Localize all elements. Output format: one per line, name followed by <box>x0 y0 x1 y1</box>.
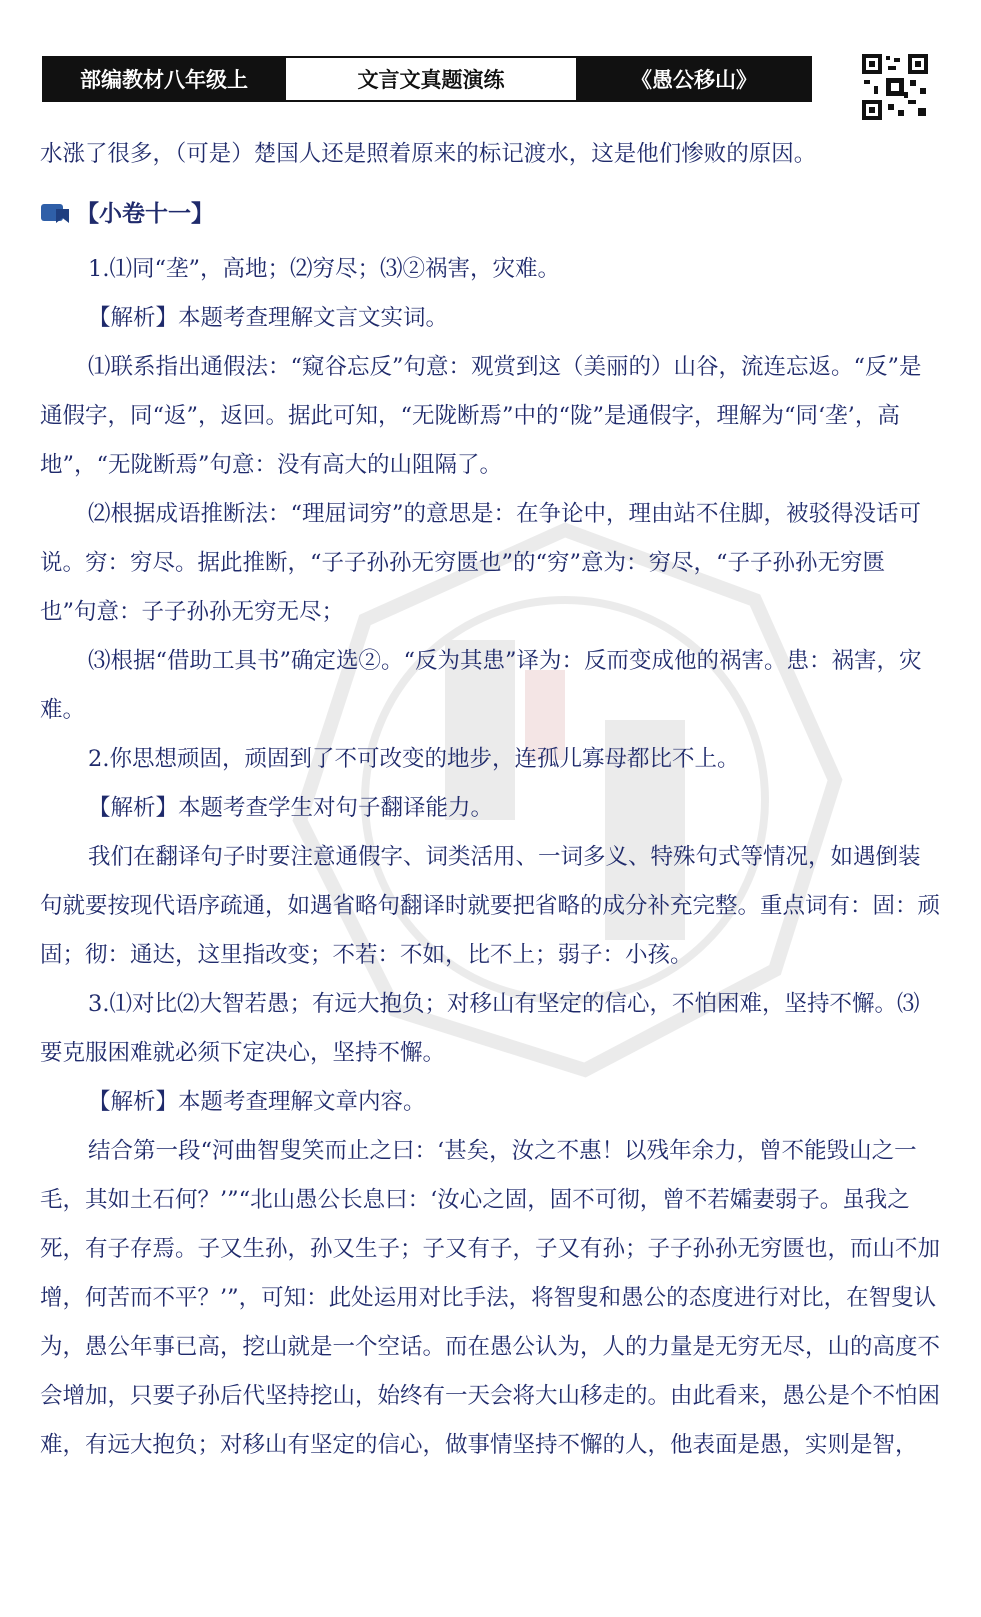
q1-paragraph-3: ⑶根据“借助工具书”确定选②。“反为其患”译为：反而变成他的祸害。患：祸害，灾难。 <box>40 648 922 723</box>
q1-answer: 1.⑴同“垄”，高地；⑵穷尽；⑶②祸害，灾难。 <box>88 256 560 282</box>
header-bar <box>42 56 812 102</box>
continuation-line: 水涨了很多，（可是）楚国人还是照着原来的标记渡水，这是他们惨败的原因。 <box>40 141 817 167</box>
qr-code-icon[interactable] <box>860 52 930 122</box>
section-title: 【小卷十一】 <box>76 199 214 227</box>
q1-paragraph-1: ⑴联系指出通假法：“窥谷忘反”句意：观赏到这（美丽的）山谷，流连忘返。“反”是通假字，同“返”，返回。据此可知，“无陇断焉”中的“陇”是通假字，理解为“同‘垄’，高地”，“无陇断焉”句意：没有高大的山阻隔了。 <box>40 354 922 478</box>
header-topic: 文言文真题演练 <box>284 58 578 100</box>
header-grade: 部编教材八年级上 <box>44 58 284 100</box>
section-heading <box>40 187 940 239</box>
bookmark-icon <box>40 201 70 225</box>
q3-paragraph-1: 结合第一段“河曲智叟笑而止之曰：‘甚矣，汝之不惠！以残年余力，曾不能毁山之一毛，其如土石何？’”“北山愚公长息曰：‘汝心之固，固不可彻，曾不若孀妻弱子。虽我之死，有子存焉。子又生孙，孙又生子；子又有子，子又有孙；子子孙孙无穷匮也，而山不加增，何苦而不平？’”，可知：此处运用对比手法，将智叟和愚公的态度进行对比，在智叟认为，愚公年事已高，挖山就是一个空话。而在愚公认为，人的力量是无穷无尽，山的高度不会增加，只要子孙后代坚持挖山，始终有一天会将大山移走的。由此看来，愚公是个不怕困难，有远大抱负；对移山有坚定的信心，做事情坚持不懈的人，他表面是愚，实则是智， <box>40 1138 941 1458</box>
q2-analysis-title: 【解析】本题考查学生对句子翻译能力。 <box>88 795 494 821</box>
header-lesson: 《愚公移山》 <box>578 58 810 100</box>
answer-content <box>40 130 940 1470</box>
q1-analysis-title: 【解析】本题考查理解文言文实词。 <box>88 305 449 331</box>
q2-paragraph-1: 我们在翻译句子时要注意通假字、词类活用、一词多义、特殊句式等情况，如遇倒装句就要按现代语序疏通，如遇省略句翻译时就要把省略的成分补充完整。重点词有：固：顽固；彻：通达，这里指改变；不若：不如，比不上；弱子：小孩。 <box>40 844 941 968</box>
q1-paragraph-2: ⑵根据成语推断法：“理屈词穷”的意思是：在争论中，理由站不住脚，被驳得没话可说。穷：穷尽。据此推断，“子子孙孙无穷匮也”的“穷”意为：穷尽，“子子孙孙无穷匮也”句意：子子孙孙无穷无尽； <box>40 501 922 625</box>
q3-analysis-title: 【解析】本题考查理解文章内容。 <box>88 1089 426 1115</box>
q2-answer: 2.你思想顽固，顽固到了不可改变的地步，连孤儿寡母都比不上。 <box>88 746 740 772</box>
q3-answer: 3.⑴对比⑵大智若愚；有远大抱负；对移山有坚定的信心，不怕困难，坚持不懈。⑶要克服困难就必须下定决心，坚持不懈。 <box>40 991 920 1066</box>
